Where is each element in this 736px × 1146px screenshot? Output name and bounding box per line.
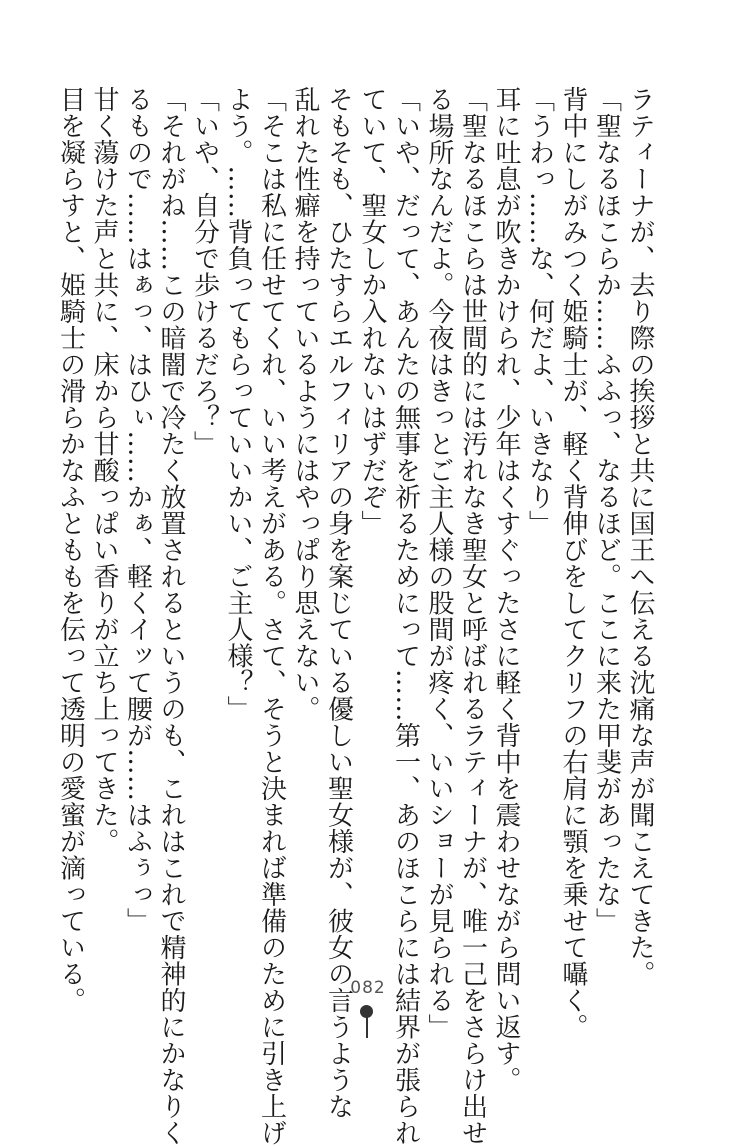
text-line: ていて、聖女しか入れないはずだぞ」 [357,86,387,537]
text-line: 「うわっ……な、何だよ、いきなり」 [524,86,555,537]
text-line: 目を凝らすと、姫騎士の滑らかなふとももを伝って透明の愛蜜が滴っている。 [55,86,86,1014]
text-line: るもので……はぁっ、はひぃ……かぁ、軽くイッて腰が……はふぅっ」 [122,86,153,934]
text-line: 乱れた性癖を持っているようにはやっぱり思えない。 [290,86,320,722]
text-line: 「いや、自分で歩けるだろ？」 [189,86,220,457]
text-line: 背中にしがみつく姫騎士が、軽く背伸びをしてクリフの右肩に顎を乗せて囁く。 [558,86,588,1040]
text-line: 「聖なるほこらか……ふふっ、なるほど。ここに来た甲斐があったな」 [591,86,622,934]
marker-stem [366,1017,368,1038]
text-line: る場所なんだよ。今夜はきっとご主人様の股間が疼く、いいショーが見られる」 [424,86,454,1040]
text-line: 「聖なるほこらは世間的には汚れなき聖女と呼ばれるラティーナが、唯一己をさらけ出せ [457,86,488,1146]
text-line: 「それがね……この暗闇で冷たく放置されるというのも、これはこれで精神的にかなりく [156,86,186,1146]
text-line: 甘く蕩けた声と共に、床から甘酸っぱい香りが立ち上ってきた。 [89,86,119,855]
text-line: 「いや、だって、あんたの無事を祈るためにって……第一、あのほこらには結界が張られ [390,86,421,1146]
page-marker-icon [360,1005,374,1038]
text-line: 耳に吐息が吹きかけられ、少年はくすぐったさに軽く背中を震わせながら問い返す。 [491,86,521,1093]
text-line: よう。……背負ってもらっていいかい、ご主人様？」 [223,86,253,722]
text-line: ラティーナが、去り際の挨拶と共に国王へ伝える沈痛な声が聞こえてきた。 [625,86,655,987]
text-line: 「そこは私に任せてくれ、いい考えがある。さて、そうと決まれば準備のために引き上げ [256,86,287,1146]
text-line: そもそも、ひたすらエルフィリアの身を案じている優しい聖女様が、彼女の言うような [323,86,354,1120]
page-number: 082 [350,978,386,998]
